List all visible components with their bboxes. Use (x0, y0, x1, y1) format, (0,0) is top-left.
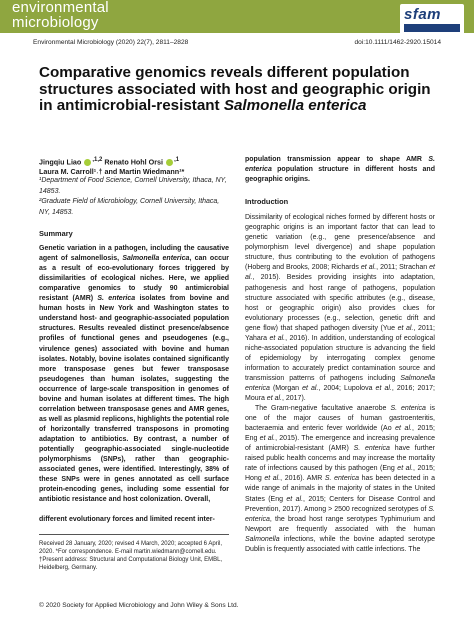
intro-paragraph-2: The Gram-negative facultative anaerobe S. enterica is one of the major causes of human gastroenteritis, bacteraemia and enteric fever worldwide (Ao et al., 2015; Eng et al., 2015). The emergence and increasing prevalence of antimicrobial-resistant (AMR) S. enterica have further raised public health concerns and may increase the mortality rate of infections caused by this pathogen (Eng et al., 2015; Hong et al., 2016). AMR S. enterica has been detected in a wide range of animals in the majority of states in the United States (Eng et al., 2015; Centers for Disease Control and Prevention, 2017). Among > 2500 recognized serotypes of S. enterica, the broad host range serotypes Typhimurium and Newport are frequently associated with the human Salmonella infections, while the bovine adapted serotype Dublin is frequently associated with cattle infections. The (245, 405, 435, 553)
citation-line (33, 39, 441, 46)
logo-stripe (404, 24, 460, 32)
article-title: Comparative genomics reveals different population structures associated with host and geographic origin in antimicrobial-resistant Salmonella enterica (39, 64, 431, 114)
affiliations (39, 176, 229, 218)
logo-text: sfam (404, 6, 442, 23)
intro-paragraph-1: Dissimilarity of ecological niches formed by different hosts or geographic origins is an important factor that can lead to genetic variation (e.g., gene presence/absence and polymorphism level divergence) and shape population structure, thus contributing to the evolution of pathogens (Hoberg and Brooks, 2008; Richards et al., 2011; Strachan et al., 2015). Besides providing insights into adaptation, pathogenesis and host range of pathogens, population structure associated with specific attributes (e.g., disease, host or geographic origin) also provides clues for evolutionary processes (e.g., selection, genetic drift and gene flow) that shaped pathogen diversity (Yue et al., 2011; Yahara et al., 2016). In addition, understanding of ecological niche-associated population structure is advancing the field of epidemiology by interrogating complex genome information to accurately predict contamination source and transmission patterns of pathogens including Salmonella enterica (Morgan et al., 2004; Lupolova et al., 2016; 2017; Moura et al., 2017). (245, 214, 435, 403)
summary-end: population transmission appear to shape AMR S. enterica population structure in different hosts and geographic origins. (245, 156, 435, 184)
right-column (245, 155, 435, 555)
journal-banner (0, 0, 474, 33)
affiliation-1: ¹Department of Food Science, Cornell University, Ithaca, NY, 14853. (39, 177, 227, 195)
received-footnote: Received 28 January, 2020; revised 4 March, 2020; accepted 6 April, 2020. *For correspondence. E-mail martin.wiedmann@cornell.edu. †Present address: Structural and Computational Biology Unit, EMBL, Heidelberg, Germany. (39, 541, 223, 571)
affiliation-2: ²Graduate Field of Microbiology, Cornell University, Ithaca, NY, 14853. (39, 198, 220, 216)
summary-section (39, 229, 229, 505)
orcid-icon[interactable] (166, 159, 173, 166)
journal-citation: Environmental Microbiology (2020) 22(7), 2811–2828 (33, 39, 189, 46)
footnote-rule (39, 534, 229, 535)
orcid-icon[interactable] (84, 159, 91, 166)
doi[interactable]: doi:10.1111/1462-2920.15014 (354, 39, 441, 46)
author-liao[interactable]: Jingqiu Liao (39, 157, 82, 167)
summary-continuation: different evolutionary forces and limited recent inter- (39, 516, 215, 523)
copyright: © 2020 Society for Applied Microbiology and John Wiley & Sons Ltd. (39, 602, 239, 609)
introduction-heading: Introduction (245, 197, 289, 207)
author-orsi[interactable]: Renato Hohl Orsi (104, 157, 164, 167)
summary-text: Genetic variation in a pathogen, including the causative agent of salmonellosis, Salmonella enterica, can occur as a result of eco-evolutionary forces triggered by dissimilarities of ecological niches. Here, we applied comparative genomics to study 90 antimicrobial resistant (AMR) S. enterica isolates from bovine and human hosts in New York and Washington states to understand host- and geographic-associated population structures. Results revealed distinct presence/absence profiles of functional genes and pseudogenes (e.g., virulence genes) associated with bovine and human isolates. Notably, bovine isolates contained significantly more transposase genes but fewer transposase pseudogenes than human isolates, suggesting the occurrence of large-scale transposition in genomes of bovine and human isolates at different times. The high correlation between transposase genes and AMR genes, as well as plasmid replicons, highlights the potential role of horizontally transferred transposons in promoting adaptation to antibiotics. By contrast, a number of potentially geographic-associated single-nucleotide polymorphisms (SNPs), rather than geographic-associated genes, were identified. Interestingly, 38% of these SNPs were in genes annotated as cell surface protein-encoding genes, including some essential for antibiotic resistance and host colonization. Overall, (39, 245, 229, 504)
journal-name: environmental microbiology (12, 0, 109, 31)
author-list: Jingqiu Liao $^{,1,2}$ Renato Hohl Orsi $^{,1}$ Laura M. Carroll¹˒† and Martin Wiedmann¹* (39, 155, 229, 177)
sfam-logo (400, 4, 464, 36)
summary-heading: Summary (39, 229, 73, 238)
authors-line-2: Laura M. Carroll¹˒† and Martin Wiedmann¹* (39, 167, 185, 177)
